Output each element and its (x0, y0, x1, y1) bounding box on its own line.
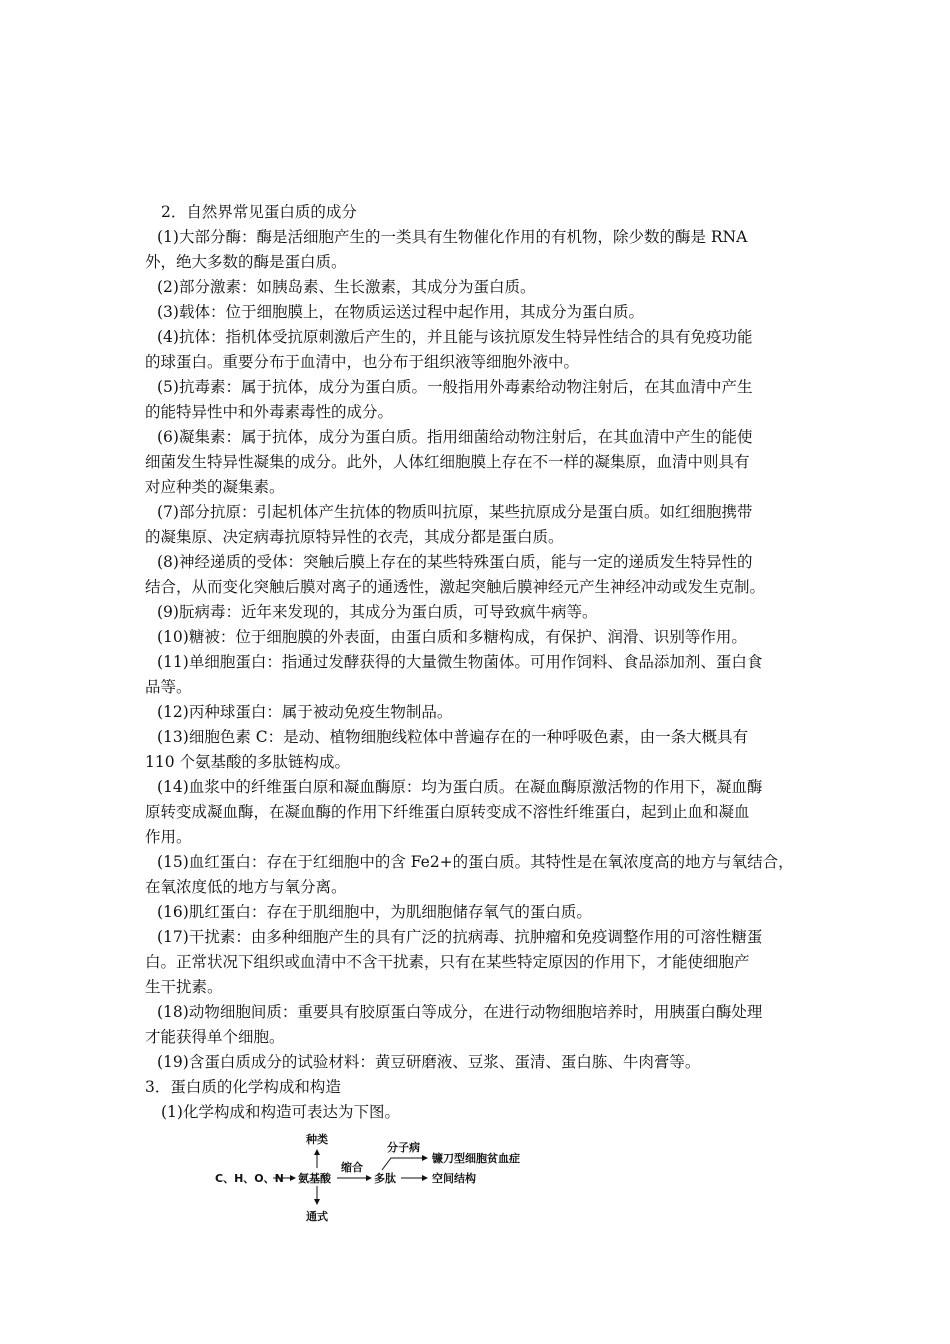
list-item-line: 作用。 (145, 828, 192, 846)
list-item-line: (7)部分抗原：引起机体产生抗体的物质叫抗原，某些抗原成分是蛋白质。如红细胞携带 (157, 503, 753, 521)
list-item-line: (2)部分激素：如胰岛素、生长激素，其成分为蛋白质。 (157, 278, 536, 296)
list-item-line: (5)抗毒素：属于抗体，成分为蛋白质。一般指用外毒素给动物注射后，在其血清中产生 (157, 378, 753, 396)
list-item-line: 生干扰素。 (145, 978, 223, 996)
diagram-polypeptide: 多肽 (374, 1172, 396, 1185)
diagram-sickle-cell: 镰刀型细胞贫血症 (432, 1152, 520, 1165)
list-item-line: 的能特异性中和外毒素毒性的成分。 (145, 403, 394, 421)
protein-structure-diagram (205, 1128, 565, 1228)
list-item-line: 的球蛋白。重要分布于血清中，也分布于组织液等细胞外液中。 (145, 353, 580, 371)
protein-list (145, 225, 810, 1075)
diagram-amino-acid: 氨基酸 (298, 1172, 331, 1185)
list-item-line: (12)丙种球蛋白：属于被动免疫生物制品。 (157, 703, 453, 721)
list-item-line: (9)朊病毒：近年来发现的，其成分为蛋白质，可导致疯牛病等。 (157, 603, 598, 621)
list-item-line: (14)血浆中的纤维蛋白原和凝血酶原：均为蛋白质。在凝血酶原激活物的作用下，凝血酶 (157, 778, 763, 796)
section-2-heading: 2．自然界常见蛋白质的成分 (161, 203, 357, 221)
diagram-kinds: 种类 (306, 1133, 328, 1146)
diagram-molecular-disease: 分子病 (387, 1141, 420, 1154)
list-item-line: 品等。 (145, 678, 192, 696)
diagram-spatial-structure: 空间结构 (432, 1172, 476, 1185)
list-item-line: 外，绝大多数的酶是蛋白质。 (145, 253, 347, 271)
list-item-line: (3)载体：位于细胞膜上，在物质运送过程中起作用，其成分为蛋白质。 (157, 303, 644, 321)
list-item-line: (18)动物细胞间质：重要具有胶原蛋白等成分，在进行动物细胞培养时，用胰蛋白酶处理 (157, 1003, 763, 1021)
diagram-elements: C、H、O、N (215, 1172, 284, 1185)
list-item-line: (10)糖被：位于细胞膜的外表面，由蛋白质和多糖构成，有保护、润滑、识别等作用。 (157, 628, 747, 646)
list-item-line: (19)含蛋白质成分的试验材料：黄豆研磨液、豆浆、蛋清、蛋白胨、牛肉膏等。 (157, 1053, 701, 1071)
list-item-line: (16)肌红蛋白：存在于肌细胞中，为肌细胞储存氧气的蛋白质。 (157, 903, 592, 921)
list-item-line: 结合，从而变化突触后膜对离子的通透性，激起突触后膜神经元产生神经冲动或发生克制。 (145, 578, 766, 596)
document-body (145, 200, 810, 1125)
list-item-line: 对应种类的凝集素。 (145, 478, 285, 496)
list-item-line: 白。正常状况下组织或血清中不含干扰素，只有在某些特定原因的作用下，才能使细胞产 (145, 953, 750, 971)
list-item-line: 原转变成凝血酶，在凝血酶的作用下纤维蛋白原转变成不溶性纤维蛋白，起到止血和凝血 (145, 803, 750, 821)
section-3-intro: (1)化学构成和构造可表达为下图。 (161, 1103, 400, 1121)
list-item-line: (8)神经递质的受体：突触后膜上存在的某些特殊蛋白质，能与一定的递质发生特异性的 (157, 553, 753, 571)
list-item-line: (15)血红蛋白：存在于红细胞中的含 Fe2+的蛋白质。其特性是在氧浓度高的地方与氧结合， (157, 853, 794, 871)
list-item-line: (6)凝集素：属于抗体，成分为蛋白质。指用细菌给动物注射后，在其血清中产生的能使 (157, 428, 753, 446)
list-item-line: (1)大部分酶：酶是活细胞产生的一类具有生物催化作用的有机物，除少数的酶是 RNA (157, 228, 748, 246)
list-item-line: (13)细胞色素 C：是动、植物细胞线粒体中普遍存在的一种呼吸色素，由一条大概具有 (157, 728, 749, 746)
list-item-line: 110 个氨基酸的多肽链构成。 (145, 753, 351, 771)
list-item-line: 细菌发生特异性凝集的成分。此外，人体红细胞膜上存在不一样的凝集原，血清中则具有 (145, 453, 750, 471)
diagram-general-formula: 通式 (306, 1210, 328, 1223)
arrow-peptide-to-disease (382, 1158, 427, 1170)
list-item-line: (11)单细胞蛋白：指通过发酵获得的大量微生物菌体。可用作饲料、食品添加剂、蛋白食 (157, 653, 763, 671)
list-item-line: 在氧浓度低的地方与氧分离。 (145, 878, 347, 896)
section-3-heading: 3．蛋白质的化学构成和构造 (145, 1078, 341, 1096)
list-item-line: 的凝集原、决定病毒抗原特异性的衣壳，其成分都是蛋白质。 (145, 528, 564, 546)
list-item-line: 才能获得单个细胞。 (145, 1028, 285, 1046)
list-item-line: (4)抗体：指机体受抗原刺激后产生的，并且能与该抗原发生特异性结合的具有免疫功能 (157, 328, 753, 346)
diagram-condensation: 缩合 (341, 1161, 363, 1174)
list-item-line: (17)干扰素：由多种细胞产生的具有广泛的抗病毒、抗肿瘤和免疫调整作用的可溶性糖蛋 (157, 928, 763, 946)
